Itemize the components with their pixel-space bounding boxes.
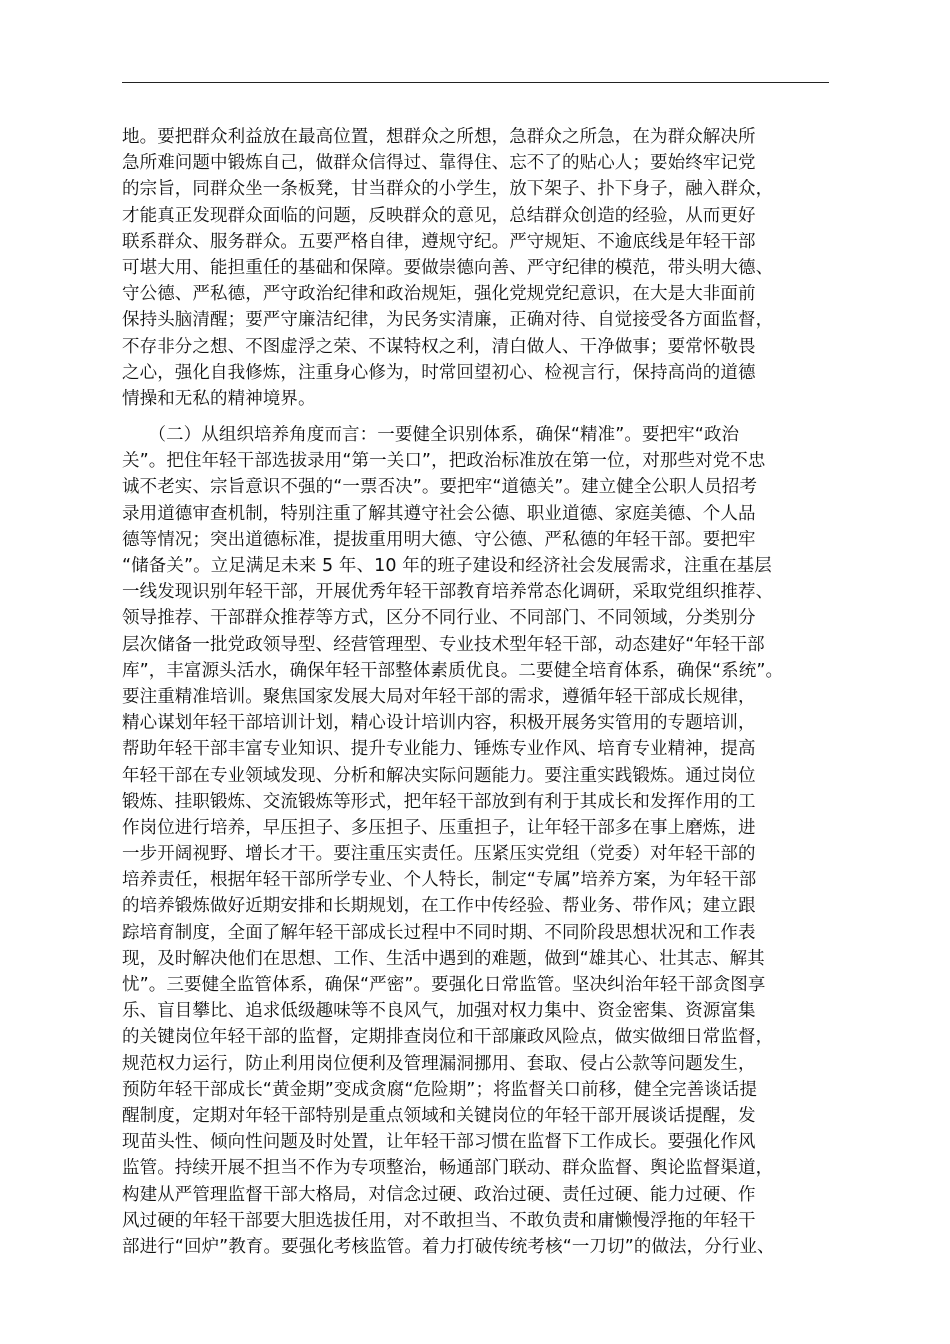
text-line: 规范权力运行，防止利用岗位便利及管理漏洞挪用、套取、侵占公款等问题发生， bbox=[122, 1053, 756, 1074]
text-line: 锻炼、挂职锻炼、交流锻炼等形式，把年轻干部放到有利于其成长和发挥作用的工 bbox=[122, 791, 756, 812]
text-line: 守公德、严私德，严守政治纪律和政治规矩，强化党规党纪意识，在大是大非面前 bbox=[122, 284, 756, 305]
text-line: 录用道德审查机制，特别注重了解其遵守社会公德、职业道德、家庭美德、个人品 bbox=[122, 503, 756, 524]
text-line: 要注重精准培训。聚焦国家发展大局对年轻干部的需求，遵循年轻干部成长规律， bbox=[122, 686, 756, 707]
text-line: 情操和无私的精神境界。 bbox=[122, 388, 316, 409]
text-line: 保持头脑清醒；要严守廉洁纪律，为民务实清廉，正确对待、自觉接受各方面监督， bbox=[122, 310, 774, 331]
text-line: （二）从组织培养角度而言：一要健全识别体系，确保“精准”。要把牢“政治 bbox=[122, 425, 740, 446]
text-line: 才能真正发现群众面临的问题，反映群众的意见，总结群众创造的经验，从而更好 bbox=[122, 205, 756, 226]
text-line: 作岗位进行培养，早压担子、多压担子、压重担子，让年轻干部多在事上磨炼，进 bbox=[122, 817, 756, 838]
text-line: 监管。持续开展不担当不作为专项整治，畅通部门联动、群众监督、舆论监督渠道， bbox=[122, 1158, 774, 1179]
paragraph-1 bbox=[122, 124, 829, 412]
text-line: 联系群众、服务群众。五要严格自律，遵规守纪。严守规矩、不逾底线是年轻干部 bbox=[122, 231, 756, 252]
text-line: 精心谋划年轻干部培训计划，精心设计培训内容，积极开展务实管用的专题培训， bbox=[122, 713, 756, 734]
text-line: 醒制度，定期对年轻干部特别是重点领域和关键岗位的年轻干部开展谈话提醒，发 bbox=[122, 1105, 756, 1126]
text-line: 现，及时解决他们在思想、工作、生活中遇到的难题，做到“雄其心、壮其志、解其 bbox=[122, 948, 765, 969]
header-rule bbox=[122, 82, 829, 83]
text-line: 乐、盲目攀比、追求低级趣味等不良风气，加强对权力集中、资金密集、资源富集 bbox=[122, 1001, 756, 1022]
text-line: 关”。把住年轻干部选拔录用“第一关口”，把政治标准放在第一位，对那些对党不忠 bbox=[122, 451, 766, 472]
text-line: 之心，强化自我修炼，注重身心修为，时常回望初心、检视言行，保持高尚的道德 bbox=[122, 362, 756, 383]
text-line: 现苗头性、倾向性问题及时处置，让年轻干部习惯在监督下工作成长。要强化作风 bbox=[122, 1132, 756, 1153]
text-line: 急所难问题中锻炼自己，做群众信得过、靠得住、忘不了的贴心人；要始终牢记党 bbox=[122, 153, 756, 174]
text-line: “储备关”。立足满足未来 5 年、10 年的班子建设和经济社会发展需求，注重在基层 bbox=[122, 556, 772, 576]
text-line: 年轻干部在专业领域发现、分析和解决实际问题能力。要注重实践锻炼。通过岗位 bbox=[122, 765, 756, 786]
text-line: 风过硬的年轻干部要大胆选拔任用，对不敢担当、不敢负责和庸懒慢浮拖的年轻干 bbox=[122, 1210, 756, 1231]
text-line: 地。要把群众利益放在最高位置，想群众之所想，急群众之所急，在为群众解决所 bbox=[122, 127, 756, 147]
text-line: 的关键岗位年轻干部的监督，定期排查岗位和干部廉政风险点，做实做细日常监督， bbox=[122, 1027, 774, 1048]
text-line: 构建从严管理监督干部大格局，对信念过硬、政治过硬、责任过硬、能力过硬、作 bbox=[122, 1184, 756, 1205]
document-body bbox=[122, 124, 829, 1260]
text-line: 一线发现识别年轻干部，开展优秀年轻干部教育培养常态化调研，采取党组织推荐、 bbox=[122, 582, 774, 603]
text-line: 领导推荐、干部群众推荐等方式，区分不同行业、不同部门、不同领域，分类别分 bbox=[122, 608, 756, 629]
text-line: 德等情况；突出道德标准，提拔重用明大德、守公德、严私德的年轻干部。要把牢 bbox=[122, 529, 756, 550]
text-line: 部进行“回炉”教育。要强化考核监管。着力打破传统考核“一刀切”的做法，分行业、 bbox=[122, 1236, 775, 1257]
text-line: 可堪大用、能担重任的基础和保障。要做崇德向善、严守纪律的模范，带头明大德、 bbox=[122, 257, 774, 278]
text-line: 不存非分之想、不图虚浮之荣、不谋特权之利，清白做人、干净做事；要常怀敬畏 bbox=[122, 336, 756, 357]
text-line: 踪培育制度，全面了解年轻干部成长过程中不同时期、不同阶段思想状况和工作表 bbox=[122, 922, 756, 943]
text-line: 的宗旨，同群众坐一条板凳，甘当群众的小学生，放下架子、扑下身子，融入群众， bbox=[122, 179, 774, 200]
text-line: 帮助年轻干部丰富专业知识、提升专业能力、锤炼专业作风、培育专业精神，提高 bbox=[122, 739, 756, 760]
text-line: 培养责任，根据年轻干部所学专业、个人特长，制定“专属”培养方案，为年轻干部 bbox=[122, 870, 757, 891]
text-line: 的培养锻炼做好近期安排和长期规划，在工作中传经验、帮业务、带作风；建立跟 bbox=[122, 896, 756, 917]
text-line: 库”，丰富源头活水，确保年轻干部整体素质优良。二要健全培育体系，确保“系统”。 bbox=[122, 660, 784, 681]
text-line: 诚不老实、宗旨意识不强的“一票否决”。要把牢“道德关”。建立健全公职人员招考 bbox=[122, 477, 758, 498]
text-line: 忧”。三要健全监管体系，确保“严密”。要强化日常监管。坚决纠治年轻干部贪图享 bbox=[122, 975, 766, 995]
paragraph-spacing bbox=[122, 412, 829, 422]
text-line: 层次储备一批党政领导型、经营管理型、专业技术型年轻干部，动态建好“年轻干部 bbox=[122, 634, 765, 655]
text-line: 预防年轻干部成长“黄金期”变成贪腐“危险期”；将监督关口前移，健全完善谈话提 bbox=[122, 1079, 758, 1100]
text-line: 一步开阔视野、增长才干。要注重压实责任。压紧压实党组（党委）对年轻干部的 bbox=[122, 844, 756, 865]
paragraph-2 bbox=[122, 422, 829, 1260]
